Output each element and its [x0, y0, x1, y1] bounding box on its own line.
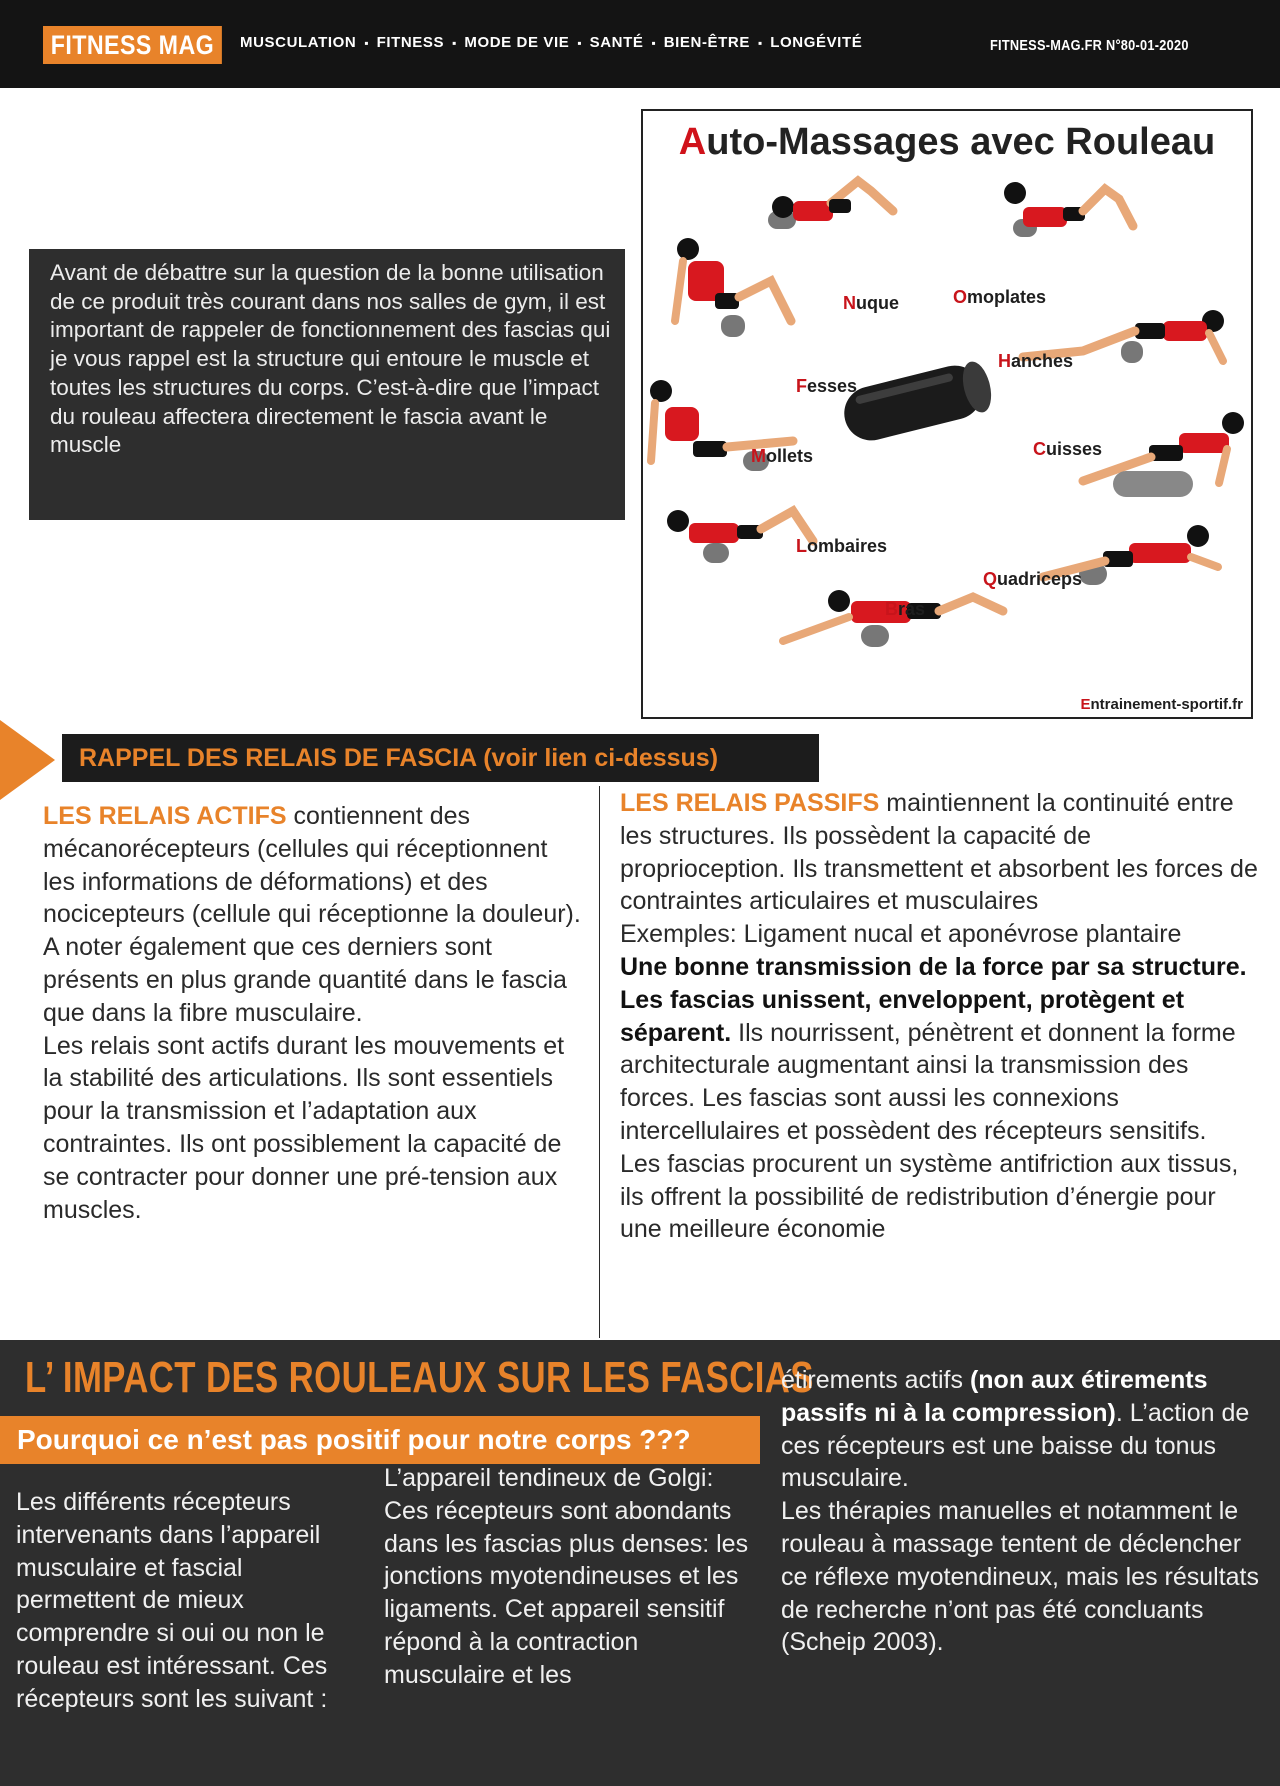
- impact-col1-text: Les différents récepteurs intervenants dans l’appareil musculaire et fascial permettent de mieux comprendre si oui ou non le rouleau est intéressant. Ces récepteurs sont les suivant :: [16, 1488, 328, 1713]
- subtitle-bar: [0, 1416, 760, 1464]
- passive-relays-bold2: Les fascias unissent, enveloppent, protègent et séparent.: [620, 985, 1185, 1047]
- infographic-credit: Entrainement-sportif.fr: [1080, 696, 1243, 713]
- figure-nuque-icon: [768, 181, 893, 229]
- impact-col2-text: L’appareil tendineux de Golgi: Ces récepteurs sont abondants dans les fascias plus denses: les jonctions myotendineuses et les ligaments. Cet appareil sensitif répond à la contraction musculaire et les: [384, 1464, 749, 1689]
- impact-col3-c: . L’action de ces récepteurs est une baisse du tonus musculaire.: [781, 1398, 1250, 1493]
- impact-col3-d: Les thérapies manuelles et notamment le rouleau à massage tentent de déclencher ce réflexe myotendineux, mais les résultats de recherche n’ont pas été concluants (Scheip 2003).: [781, 1497, 1259, 1657]
- nav-separator: ▪: [577, 35, 582, 50]
- label-bras: Bras: [885, 599, 926, 619]
- impact-title: L’ IMPACT DES ROULEAUX SUR LES FASCIAS: [25, 1353, 814, 1402]
- issue-number: FITNESS-MAG.FR N°80-01-2020: [990, 38, 1189, 54]
- section-nav: [240, 34, 862, 51]
- impact-column-1: [16, 1486, 356, 1716]
- logo[interactable]: FITNESS MAG: [43, 26, 222, 64]
- nav-separator: ▪: [651, 35, 656, 50]
- impact-column-2: [384, 1462, 754, 1692]
- passive-relays-p4: Les fascias procurent un système antifriction aux tissus, ils offrent la possibilité de redistribution d’énergie pour une meilleure économie: [620, 1149, 1239, 1244]
- impact-col3-bold: (non aux étirements passifs ni à la compression): [781, 1366, 1208, 1427]
- title-initial: A: [678, 121, 707, 163]
- section-title-bar: [62, 734, 819, 782]
- section-title: RAPPEL DES RELAIS DE FASCIA (voir lien ci-dessus): [79, 743, 719, 772]
- passive-relays-p3: Ils nourrissent, pénètrent et donnent la forme architecturale augmentant ainsi la transmission des forces. Les fascias sont aussi les connexions intercellulaires et possèdent des récepteurs sensitifs.: [620, 1018, 1236, 1145]
- nav-item-mode-de-vie[interactable]: MODE DE VIE: [464, 34, 570, 51]
- nav-separator: ▪: [452, 35, 457, 50]
- figure-lombaires-icon: [667, 510, 813, 563]
- exercise-illustrations: [643, 111, 1251, 717]
- passive-relays-bold1: Une bonne transmission de la force par sa structure.: [620, 952, 1247, 981]
- intro-text: Avant de débattre sur la question de la bonne utilisation de ce produit très courant dans nos salles de gym, il est important de rappeler de fonctionnement des fascias qui je vous rappel est la structure qui entoure le muscle et toutes les structures du corps. C’est-à-dire que l’impact du rouleau affectera directement le fascia avant le muscle: [50, 260, 611, 458]
- active-relays-p1: contiennent des mécanorécepteurs (cellules qui réceptionnent les informations de déformations) et des nocicepteurs (cellule qui réceptionne la douleur). A noter également que ces derniers sont présents en plus grande quantité dans le fascia que dans la fibre musculaire.: [43, 802, 581, 1027]
- passive-relays-p2: Exemples: Ligament nucal et aponévrose plantaire: [620, 920, 1182, 949]
- impact-column-3: [781, 1364, 1271, 1659]
- arrow-icon: [0, 720, 55, 800]
- active-relays-lead: LES RELAIS ACTIFS: [43, 802, 287, 830]
- label-lombaires: Lombaires: [796, 536, 888, 556]
- label-mollets: Mollets: [751, 446, 814, 466]
- label-omoplates: Omoplates: [953, 287, 1047, 307]
- nav-item-longevite[interactable]: LONGÉVITÉ: [770, 34, 863, 51]
- passive-relays-p1: maintiennent la continuité entre les structures. Ils possèdent la capacité de proprioception. Ils transmettent et absorbent les forces de contraintes articulaires et musculaires: [620, 789, 1258, 916]
- figure-fesses-icon: [675, 238, 791, 337]
- active-relays-p2: Les relais sont actifs durant les mouvements et la stabilité des articulations. Ils sont essentiels pour la transmission et l’adaptation aux contraintes. Ils ont possiblement la capacité de se contracter pour donner une pré-tension aux muscles.: [43, 1031, 565, 1224]
- passive-relays-lead: LES RELAIS PASSIFS: [620, 789, 880, 817]
- figure-omoplates-icon: [1004, 182, 1133, 237]
- label-fesses: Fesses: [796, 376, 858, 396]
- nav-item-fitness[interactable]: FITNESS: [376, 34, 445, 51]
- nav-item-bien-etre[interactable]: BIEN-ÊTRE: [663, 34, 750, 51]
- foam-roller-icon: [839, 359, 996, 447]
- intro-box: [29, 249, 625, 520]
- nav-item-sante[interactable]: SANTÉ: [589, 34, 644, 51]
- label-quadriceps: Quadriceps: [983, 569, 1083, 589]
- label-nuque: Nuque: [843, 293, 899, 313]
- label-cuisses: Cuisses: [1033, 439, 1103, 459]
- figure-cuisses-icon: [1083, 412, 1244, 497]
- masthead: [0, 0, 1280, 88]
- nav-item-musculation[interactable]: MUSCULATION: [240, 34, 357, 51]
- nav-separator: ▪: [757, 35, 763, 50]
- nav-separator: ▪: [364, 35, 369, 50]
- infographic-title: [643, 121, 1251, 164]
- subtitle-text: Pourquoi ce n’est pas positif pour notre corps ???: [17, 1424, 691, 1455]
- impact-col3-a: étirements actifs: [781, 1366, 970, 1394]
- column-divider: [599, 786, 600, 1338]
- passive-relays-column: [620, 787, 1260, 1246]
- label-hanches: Hanches: [998, 351, 1074, 371]
- active-relays-column: [43, 800, 583, 1226]
- foam-roller-infographic: [641, 109, 1253, 719]
- title-rest: uto-Massages avec Rouleau: [706, 121, 1216, 163]
